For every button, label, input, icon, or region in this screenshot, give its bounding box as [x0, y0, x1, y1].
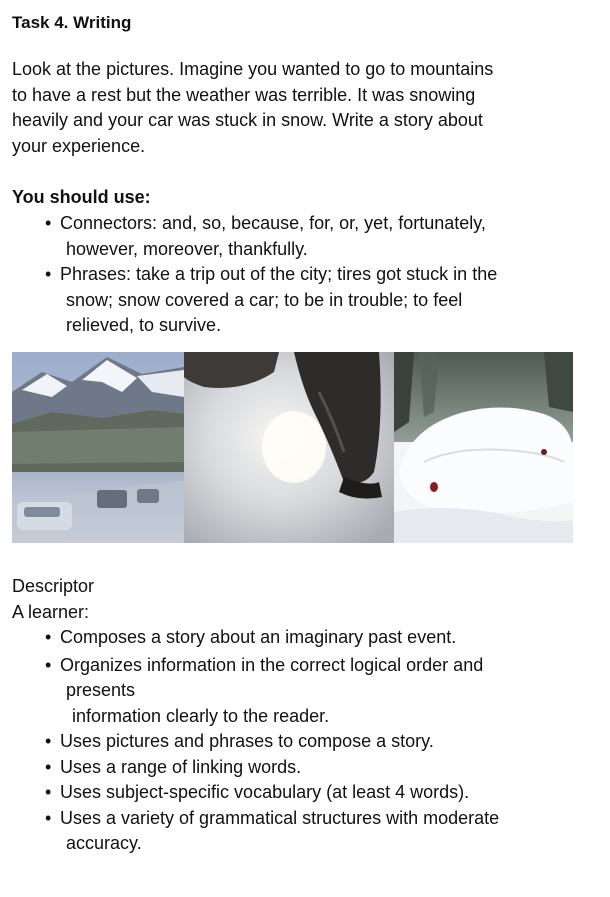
instructions-line: to have a rest but the weather was terrible. It was snowing: [12, 84, 476, 105]
instructions-line: your experience.: [12, 135, 146, 156]
task-title: Task 4. Writing: [12, 13, 132, 32]
descriptor-header: [12, 574, 94, 625]
bullet-icon: •: [45, 264, 52, 284]
list-item-connectors: [45, 211, 565, 262]
bullet-icon: •: [45, 807, 52, 828]
list-item-text: Uses a range of linking words.: [60, 756, 302, 777]
list-item: [45, 729, 565, 755]
descriptor-list: [45, 625, 565, 857]
list-item: [45, 653, 565, 730]
list-item-text: Uses a variety of grammatical structures with moderate: [60, 807, 500, 828]
bullet-icon: •: [45, 782, 52, 802]
instructions-line: Look at the pictures. Imagine you wanted to go to mountains: [12, 59, 494, 79]
bullet-icon: •: [45, 654, 52, 675]
list-item-text: relieved, to survive.: [66, 315, 222, 335]
bullet-icon: •: [45, 213, 52, 233]
list-item-text: snow; snow covered a car; to be in trouble; to feel: [66, 289, 463, 310]
picture-strip: [12, 352, 573, 543]
list-item: [45, 780, 565, 806]
snow-covered-car-photo: [394, 352, 573, 543]
descriptor-subtitle: A learner:: [12, 601, 90, 622]
list-item-text: Uses pictures and phrases to compose a story.: [60, 731, 434, 751]
list-item: [45, 625, 565, 651]
list-item-text: Phrases: take a trip out of the city; tires got stuck in the: [60, 264, 498, 284]
list-item-phrases: [45, 262, 565, 339]
list-item-text: accuracy.: [66, 833, 142, 853]
list-item-text: Organizes information in the correct logical order and: [60, 654, 484, 675]
list-item-text: Connectors: and, so, because, for, or, yet, fortunately,: [60, 213, 486, 233]
task-instructions: [12, 57, 572, 159]
list-item: [45, 755, 565, 781]
bullet-icon: •: [45, 756, 52, 777]
requirements-list: [45, 211, 565, 339]
list-item-text: however, moreover, thankfully.: [66, 238, 308, 259]
you-should-use-heading: You should use:: [12, 187, 151, 207]
list-item: [45, 806, 565, 857]
boot-in-snow-photo: [184, 352, 394, 543]
descriptor-title: Descriptor: [12, 576, 95, 596]
snowy-mountain-road-photo: [12, 352, 184, 543]
list-item-text: Uses subject-specific vocabulary (at least 4 words).: [60, 782, 470, 802]
bullet-icon: •: [45, 731, 52, 751]
list-item-text: information clearly to the reader.: [72, 705, 330, 726]
list-item-text: presents: [66, 680, 136, 700]
bullet-icon: •: [45, 627, 52, 647]
instructions-line: heavily and your car was stuck in snow. Write a story about: [12, 110, 483, 130]
list-item-text: Composes a story about an imaginary past event.: [60, 627, 457, 647]
